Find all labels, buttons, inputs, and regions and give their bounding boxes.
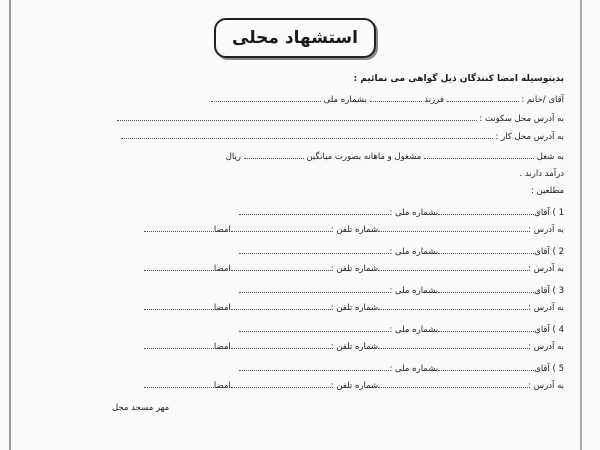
job-field[interactable] xyxy=(424,151,534,159)
form-title: استشهاد محلی xyxy=(214,18,376,58)
witness-name-field[interactable] xyxy=(438,363,534,371)
witness-row xyxy=(239,207,564,219)
witness-address-label: به آدرس : xyxy=(528,225,564,235)
intro-line: بدینوسیله امضا کنندگان ذیل گواهی می نمائیم : xyxy=(353,74,564,84)
witness-number: 4 ) xyxy=(552,325,564,335)
witness-national-label: بشماره ملی : xyxy=(389,286,439,296)
residence-label: به آدرس محل سکونت : xyxy=(479,114,564,124)
witness-national-id-field[interactable] xyxy=(239,207,389,215)
income-line: درآمد دارند . xyxy=(519,169,564,179)
work-row xyxy=(121,131,564,143)
witness-mr-label: آقای xyxy=(534,208,550,218)
applicant-national-id-field[interactable] xyxy=(211,94,321,102)
witness-signature-label: امضا xyxy=(213,303,231,313)
witness-number: 3 ) xyxy=(552,286,564,296)
witness-address-label: به آدرس : xyxy=(528,381,564,391)
work-address-field[interactable] xyxy=(121,131,493,139)
residence-row xyxy=(117,113,564,125)
witness-row xyxy=(239,363,564,375)
witness-phone-field[interactable] xyxy=(231,224,331,232)
witness-address-label: به آدرس : xyxy=(528,264,564,274)
witness-phone-field[interactable] xyxy=(231,341,331,349)
witness-phone-field[interactable] xyxy=(231,380,331,388)
income-field[interactable] xyxy=(244,151,304,159)
mr-mrs-label: آقای /خانم : xyxy=(521,95,564,105)
witness-national-label: بشماره ملی : xyxy=(389,247,439,257)
witness-name-field[interactable] xyxy=(438,324,534,332)
witness-phone-label: شماره تلفن : xyxy=(330,303,379,313)
currency-label: ریال xyxy=(225,152,241,162)
work-label: به آدرس محل کار : xyxy=(495,132,564,142)
mosque-seal-label: مهر مسجد محل xyxy=(112,403,170,413)
witness-mr-label: آقای xyxy=(534,247,550,257)
witness-address-row xyxy=(144,224,564,236)
witness-national-id-field[interactable] xyxy=(239,363,389,371)
witness-phone-field[interactable] xyxy=(231,263,331,271)
witness-row xyxy=(239,285,564,297)
witness-phone-label: شماره تلفن : xyxy=(330,342,379,352)
witness-address-label: به آدرس : xyxy=(528,303,564,313)
witness-address-field[interactable] xyxy=(378,380,528,388)
witness-address-field[interactable] xyxy=(378,302,528,310)
witness-name-field[interactable] xyxy=(438,207,534,215)
witness-address-label: به آدرس : xyxy=(528,342,564,352)
father-name-field[interactable] xyxy=(370,94,422,102)
witness-mr-label: آقای xyxy=(534,364,550,374)
residence-address-field[interactable] xyxy=(117,113,477,121)
witness-phone-field[interactable] xyxy=(231,302,331,310)
witness-national-label: بشماره ملی : xyxy=(389,325,439,335)
witness-national-id-field[interactable] xyxy=(239,324,389,332)
witness-name-field[interactable] xyxy=(438,246,534,254)
witness-address-field[interactable] xyxy=(378,224,528,232)
witness-address-field[interactable] xyxy=(378,341,528,349)
job-mid-label: مشغول و ماهانه بصورت میانگین xyxy=(306,152,422,162)
witness-name-field[interactable] xyxy=(438,285,534,293)
page-edge-left xyxy=(9,0,11,450)
witness-national-id-field[interactable] xyxy=(239,246,389,254)
witnesses-label: مطلعین : xyxy=(530,186,564,196)
witness-signature-field[interactable] xyxy=(144,224,214,232)
witness-number: 2 ) xyxy=(552,247,564,257)
applicant-row xyxy=(211,94,564,106)
witness-row xyxy=(239,324,564,336)
witness-number: 5 ) xyxy=(552,364,564,374)
witness-address-row xyxy=(144,341,564,353)
witness-signature-label: امضا xyxy=(213,381,231,391)
witness-signature-field[interactable] xyxy=(144,302,214,310)
child-of-label: فرزند xyxy=(424,95,444,105)
witness-signature-field[interactable] xyxy=(144,380,214,388)
page-edge-right xyxy=(580,0,582,450)
witness-row xyxy=(239,246,564,258)
witness-signature-field[interactable] xyxy=(144,263,214,271)
job-label: به شغل xyxy=(536,152,564,162)
witness-mr-label: آقای xyxy=(534,325,550,335)
witness-signature-label: امضا xyxy=(213,264,231,274)
witness-national-label: بشماره ملی : xyxy=(389,208,439,218)
witness-signature-label: امضا xyxy=(213,342,231,352)
applicant-name-field[interactable] xyxy=(447,94,519,102)
job-row xyxy=(226,151,564,163)
witness-signature-label: امضا xyxy=(213,225,231,235)
witness-national-label: بشماره ملی : xyxy=(389,364,439,374)
witness-number: 1 ) xyxy=(552,208,564,218)
witness-address-row xyxy=(144,263,564,275)
national-id-label: بشماره ملی xyxy=(323,95,367,105)
witness-address-row xyxy=(144,302,564,314)
witness-national-id-field[interactable] xyxy=(239,285,389,293)
witness-phone-label: شماره تلفن : xyxy=(330,264,379,274)
witness-signature-field[interactable] xyxy=(144,341,214,349)
witness-mr-label: آقای xyxy=(534,286,550,296)
witness-address-field[interactable] xyxy=(378,263,528,271)
witness-phone-label: شماره تلفن : xyxy=(330,225,379,235)
witness-phone-label: شماره تلفن : xyxy=(330,381,379,391)
witness-address-row xyxy=(144,380,564,392)
